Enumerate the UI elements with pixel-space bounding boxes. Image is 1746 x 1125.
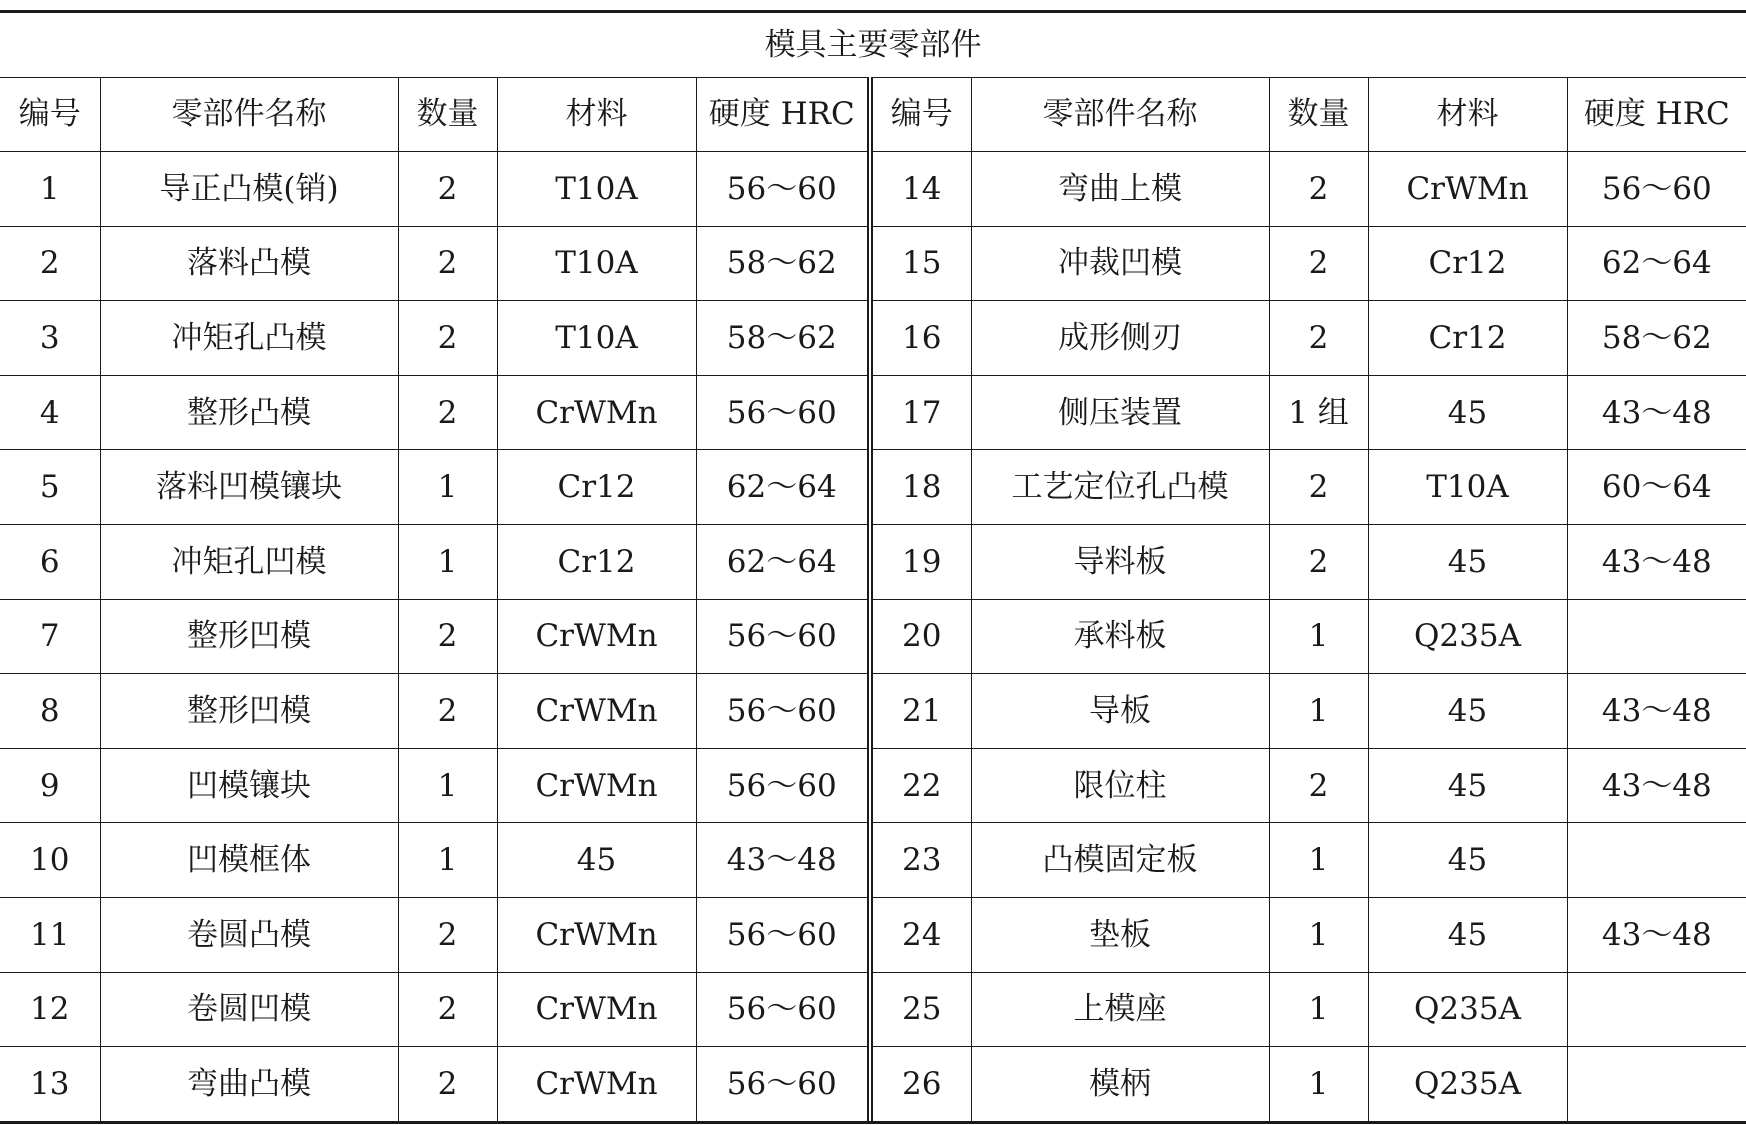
- cell-id-right: 18: [870, 450, 971, 525]
- cell-material-right: 45: [1368, 674, 1567, 749]
- cell-part-name-left: 落料凸模: [100, 226, 398, 301]
- cell-id-left: 8: [0, 674, 100, 749]
- cell-id-right: 26: [870, 1047, 971, 1122]
- cell-quantity-right: 1: [1269, 972, 1368, 1047]
- cell-part-name-right: 垫板: [971, 897, 1269, 972]
- cell-material-right: CrWMn: [1368, 152, 1567, 227]
- table-row: [0, 823, 1746, 898]
- cell-part-name-left: 整形凹模: [100, 599, 398, 674]
- cell-quantity-left: 2: [398, 1047, 497, 1122]
- cell-part-name-right: 限位柱: [971, 748, 1269, 823]
- cell-quantity-right: 1: [1269, 823, 1368, 898]
- cell-quantity-left: 2: [398, 599, 497, 674]
- cell-quantity-right: 2: [1269, 748, 1368, 823]
- cell-id-right: 23: [870, 823, 971, 898]
- cell-quantity-right: 1: [1269, 1047, 1368, 1122]
- cell-hardness-left: 58～62: [696, 226, 870, 301]
- cell-id-left: 6: [0, 524, 100, 599]
- cell-hardness-left: 56～60: [696, 599, 870, 674]
- table-row: [0, 599, 1746, 674]
- cell-hardness-right: 60～64: [1567, 450, 1746, 525]
- cell-id-right: 19: [870, 524, 971, 599]
- header-quantity-right: 数量: [1269, 78, 1368, 152]
- cell-part-name-right: 工艺定位孔凸模: [971, 450, 1269, 525]
- table-row: [0, 748, 1746, 823]
- cell-material-right: Q235A: [1368, 972, 1567, 1047]
- cell-id-right: 21: [870, 674, 971, 749]
- cell-id-left: 11: [0, 897, 100, 972]
- cell-quantity-left: 2: [398, 301, 497, 376]
- cell-material-right: 45: [1368, 375, 1567, 450]
- cell-id-left: 1: [0, 152, 100, 227]
- table-row: [0, 226, 1746, 301]
- cell-material-left: CrWMn: [497, 748, 696, 823]
- cell-quantity-left: 2: [398, 226, 497, 301]
- cell-hardness-right: [1567, 972, 1746, 1047]
- cell-id-left: 10: [0, 823, 100, 898]
- cell-id-left: 2: [0, 226, 100, 301]
- cell-part-name-left: 凹模框体: [100, 823, 398, 898]
- cell-hardness-right: 43～48: [1567, 897, 1746, 972]
- cell-material-right: Q235A: [1368, 1047, 1567, 1122]
- cell-part-name-right: 冲裁凹模: [971, 226, 1269, 301]
- cell-quantity-left: 1: [398, 450, 497, 525]
- cell-part-name-left: 卷圆凹模: [100, 972, 398, 1047]
- header-part-name-left: 零部件名称: [100, 78, 398, 152]
- cell-hardness-left: 56～60: [696, 1047, 870, 1122]
- cell-part-name-right: 凸模固定板: [971, 823, 1269, 898]
- cell-id-left: 12: [0, 972, 100, 1047]
- table-row: [0, 450, 1746, 525]
- cell-hardness-right: [1567, 823, 1746, 898]
- cell-quantity-right: 2: [1269, 301, 1368, 376]
- cell-hardness-right: 43～48: [1567, 524, 1746, 599]
- cell-material-left: CrWMn: [497, 375, 696, 450]
- header-hardness-left: 硬度 HRC: [696, 78, 870, 152]
- cell-part-name-left: 落料凹模镶块: [100, 450, 398, 525]
- cell-part-name-right: 导板: [971, 674, 1269, 749]
- table-row: [0, 674, 1746, 749]
- cell-id-right: 16: [870, 301, 971, 376]
- cell-id-right: 22: [870, 748, 971, 823]
- cell-hardness-right: [1567, 599, 1746, 674]
- cell-quantity-right: 1: [1269, 599, 1368, 674]
- cell-material-right: 45: [1368, 897, 1567, 972]
- cell-quantity-left: 1: [398, 823, 497, 898]
- cell-material-right: 45: [1368, 524, 1567, 599]
- cell-hardness-right: 56～60: [1567, 152, 1746, 227]
- cell-quantity-right: 2: [1269, 226, 1368, 301]
- cell-part-name-right: 成形侧刃: [971, 301, 1269, 376]
- header-id-right: 编号: [870, 78, 971, 152]
- cell-hardness-left: 56～60: [696, 748, 870, 823]
- cell-hardness-left: 62～64: [696, 450, 870, 525]
- cell-material-left: T10A: [497, 152, 696, 227]
- cell-part-name-right: 侧压装置: [971, 375, 1269, 450]
- cell-id-left: 13: [0, 1047, 100, 1122]
- header-material-left: 材料: [497, 78, 696, 152]
- table-row: [0, 524, 1746, 599]
- table-row: [0, 152, 1746, 227]
- cell-part-name-left: 冲矩孔凸模: [100, 301, 398, 376]
- cell-hardness-left: 56～60: [696, 375, 870, 450]
- cell-id-left: 4: [0, 375, 100, 450]
- header-quantity-left: 数量: [398, 78, 497, 152]
- header-material-right: 材料: [1368, 78, 1567, 152]
- header-id-left: 编号: [0, 78, 100, 152]
- cell-hardness-left: 62～64: [696, 524, 870, 599]
- cell-quantity-right: 1 组: [1269, 375, 1368, 450]
- cell-quantity-right: 1: [1269, 674, 1368, 749]
- cell-material-right: Cr12: [1368, 226, 1567, 301]
- cell-hardness-left: 43～48: [696, 823, 870, 898]
- cell-id-right: 17: [870, 375, 971, 450]
- cell-material-left: T10A: [497, 301, 696, 376]
- cell-id-right: 14: [870, 152, 971, 227]
- cell-id-left: 5: [0, 450, 100, 525]
- cell-id-left: 9: [0, 748, 100, 823]
- cell-hardness-left: 58～62: [696, 301, 870, 376]
- header-hardness-right: 硬度 HRC: [1567, 78, 1746, 152]
- cell-quantity-right: 2: [1269, 524, 1368, 599]
- cell-hardness-left: 56～60: [696, 674, 870, 749]
- cell-id-right: 20: [870, 599, 971, 674]
- cell-material-right: Q235A: [1368, 599, 1567, 674]
- table-row: [0, 897, 1746, 972]
- cell-quantity-left: 2: [398, 897, 497, 972]
- cell-quantity-left: 1: [398, 748, 497, 823]
- cell-quantity-left: 2: [398, 375, 497, 450]
- cell-material-left: Cr12: [497, 524, 696, 599]
- cell-quantity-left: 2: [398, 972, 497, 1047]
- cell-quantity-left: 2: [398, 674, 497, 749]
- bottom-rule: [0, 1121, 1746, 1124]
- cell-hardness-right: 58～62: [1567, 301, 1746, 376]
- cell-material-left: Cr12: [497, 450, 696, 525]
- cell-material-right: 45: [1368, 748, 1567, 823]
- cell-material-right: 45: [1368, 823, 1567, 898]
- cell-part-name-left: 冲矩孔凹模: [100, 524, 398, 599]
- parts-table: [0, 13, 1746, 1122]
- cell-material-left: CrWMn: [497, 1047, 696, 1122]
- table-title-row: [0, 13, 1746, 78]
- cell-part-name-right: 弯曲上模: [971, 152, 1269, 227]
- cell-material-right: Cr12: [1368, 301, 1567, 376]
- cell-quantity-right: 2: [1269, 152, 1368, 227]
- cell-part-name-right: 承料板: [971, 599, 1269, 674]
- cell-quantity-right: 2: [1269, 450, 1368, 525]
- cell-part-name-left: 导正凸模(销): [100, 152, 398, 227]
- table-row: [0, 375, 1746, 450]
- cell-id-left: 7: [0, 599, 100, 674]
- cell-id-right: 15: [870, 226, 971, 301]
- cell-hardness-right: 43～48: [1567, 375, 1746, 450]
- cell-id-left: 3: [0, 301, 100, 376]
- cell-material-right: T10A: [1368, 450, 1567, 525]
- cell-part-name-left: 弯曲凸模: [100, 1047, 398, 1122]
- cell-hardness-left: 56～60: [696, 897, 870, 972]
- cell-material-left: CrWMn: [497, 599, 696, 674]
- cell-id-right: 25: [870, 972, 971, 1047]
- cell-part-name-left: 凹模镶块: [100, 748, 398, 823]
- cell-hardness-right: 43～48: [1567, 674, 1746, 749]
- cell-quantity-right: 1: [1269, 897, 1368, 972]
- cell-part-name-right: 模柄: [971, 1047, 1269, 1122]
- cell-material-left: 45: [497, 823, 696, 898]
- cell-hardness-right: 43～48: [1567, 748, 1746, 823]
- cell-material-left: CrWMn: [497, 897, 696, 972]
- cell-material-left: CrWMn: [497, 972, 696, 1047]
- cell-part-name-left: 卷圆凸模: [100, 897, 398, 972]
- cell-hardness-left: 56～60: [696, 972, 870, 1047]
- table-title: 模具主要零部件: [0, 13, 1746, 78]
- cell-id-right: 24: [870, 897, 971, 972]
- cell-part-name-right: 上模座: [971, 972, 1269, 1047]
- cell-quantity-left: 2: [398, 152, 497, 227]
- cell-hardness-right: 62～64: [1567, 226, 1746, 301]
- cell-part-name-left: 整形凹模: [100, 674, 398, 749]
- cell-quantity-left: 1: [398, 524, 497, 599]
- cell-part-name-right: 导料板: [971, 524, 1269, 599]
- cell-hardness-right: [1567, 1047, 1746, 1122]
- cell-part-name-left: 整形凸模: [100, 375, 398, 450]
- cell-hardness-left: 56～60: [696, 152, 870, 227]
- table-row: [0, 972, 1746, 1047]
- header-part-name-right: 零部件名称: [971, 78, 1269, 152]
- cell-material-left: CrWMn: [497, 674, 696, 749]
- cell-material-left: T10A: [497, 226, 696, 301]
- table-row: [0, 1047, 1746, 1122]
- table-row: [0, 301, 1746, 376]
- table-header-row: [0, 78, 1746, 152]
